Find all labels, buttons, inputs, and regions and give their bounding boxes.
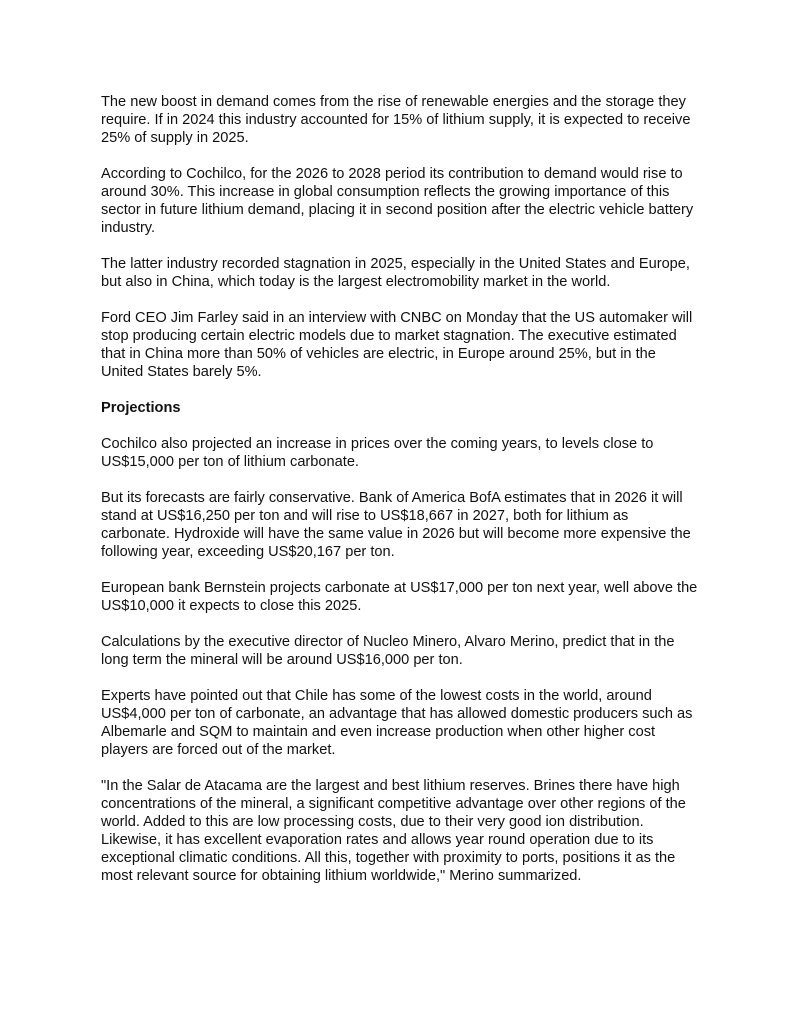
section-heading-projections: Projections	[101, 400, 181, 416]
paragraph-chile-costs: Experts have pointed out that Chile has some of the lowest costs in the world, around US$4,000 per ton of carbonate, an advantage that has allowed domestic producers such as Albemarle and SQM to maintain and even increase production when other higher cost players are forced out of the market.	[101, 688, 693, 758]
paragraph-ev-stagnation: The latter industry recorded stagnation in 2025, especially in the United States and Europe, but also in China, which today is the largest electromobility market in the world.	[101, 256, 690, 290]
paragraph-bofa-forecast: But its forecasts are fairly conservative. Bank of America BofA estimates that in 2026 it will stand at US$16,250 per ton and will rise to US$18,667 in 2027, both for lithium as carbonate. Hydroxide will have the same value in 2026 but will become more expensive the following year, exceeding US$20,167 per ton.	[101, 490, 691, 560]
paragraph-cochilco-prices: Cochilco also projected an increase in prices over the coming years, to levels close to US$15,000 per ton of lithium carbonate.	[101, 436, 654, 470]
paragraph-cochilco-demand: According to Cochilco, for the 2026 to 2028 period its contribution to demand would rise to around 30%. This increase in global consumption reflects the growing importance of this sector in future lithium demand, placing it in second position after the electric vehicle battery industry.	[101, 166, 694, 236]
paragraph-merino-quote: "In the Salar de Atacama are the largest and best lithium reserves. Brines there have high concentrations of the mineral, a significant competitive advantage over other regions of the world. Added to this are low processing costs, due to their very good ion distribution. Likewise, it has excellent evaporation rates and allows year round operation due to its exceptional climatic conditions. All this, together with proximity to ports, positions it as the most relevant source for obtaining lithium worldwide," Merino summarized.	[101, 778, 686, 884]
paragraph-ford-ceo: Ford CEO Jim Farley said in an interview with CNBC on Monday that the US automaker will stop producing certain electric models due to market stagnation. The executive estimated that in China more than 50% of vehicles are electric, in Europe around 25%, but in the United States barely 5%.	[101, 310, 693, 380]
document-page	[101, 93, 701, 903]
paragraph-merino-forecast: Calculations by the executive director of Nucleo Minero, Alvaro Merino, predict that in the long term the mineral will be around US$16,000 per ton.	[101, 634, 675, 668]
paragraph-renewables-demand: The new boost in demand comes from the rise of renewable energies and the storage they require. If in 2024 this industry accounted for 15% of lithium supply, it is expected to receive 25% of supply in 2025.	[101, 94, 691, 146]
paragraph-bernstein-forecast: European bank Bernstein projects carbonate at US$17,000 per ton next year, well above the US$10,000 it expects to close this 2025.	[101, 580, 698, 614]
